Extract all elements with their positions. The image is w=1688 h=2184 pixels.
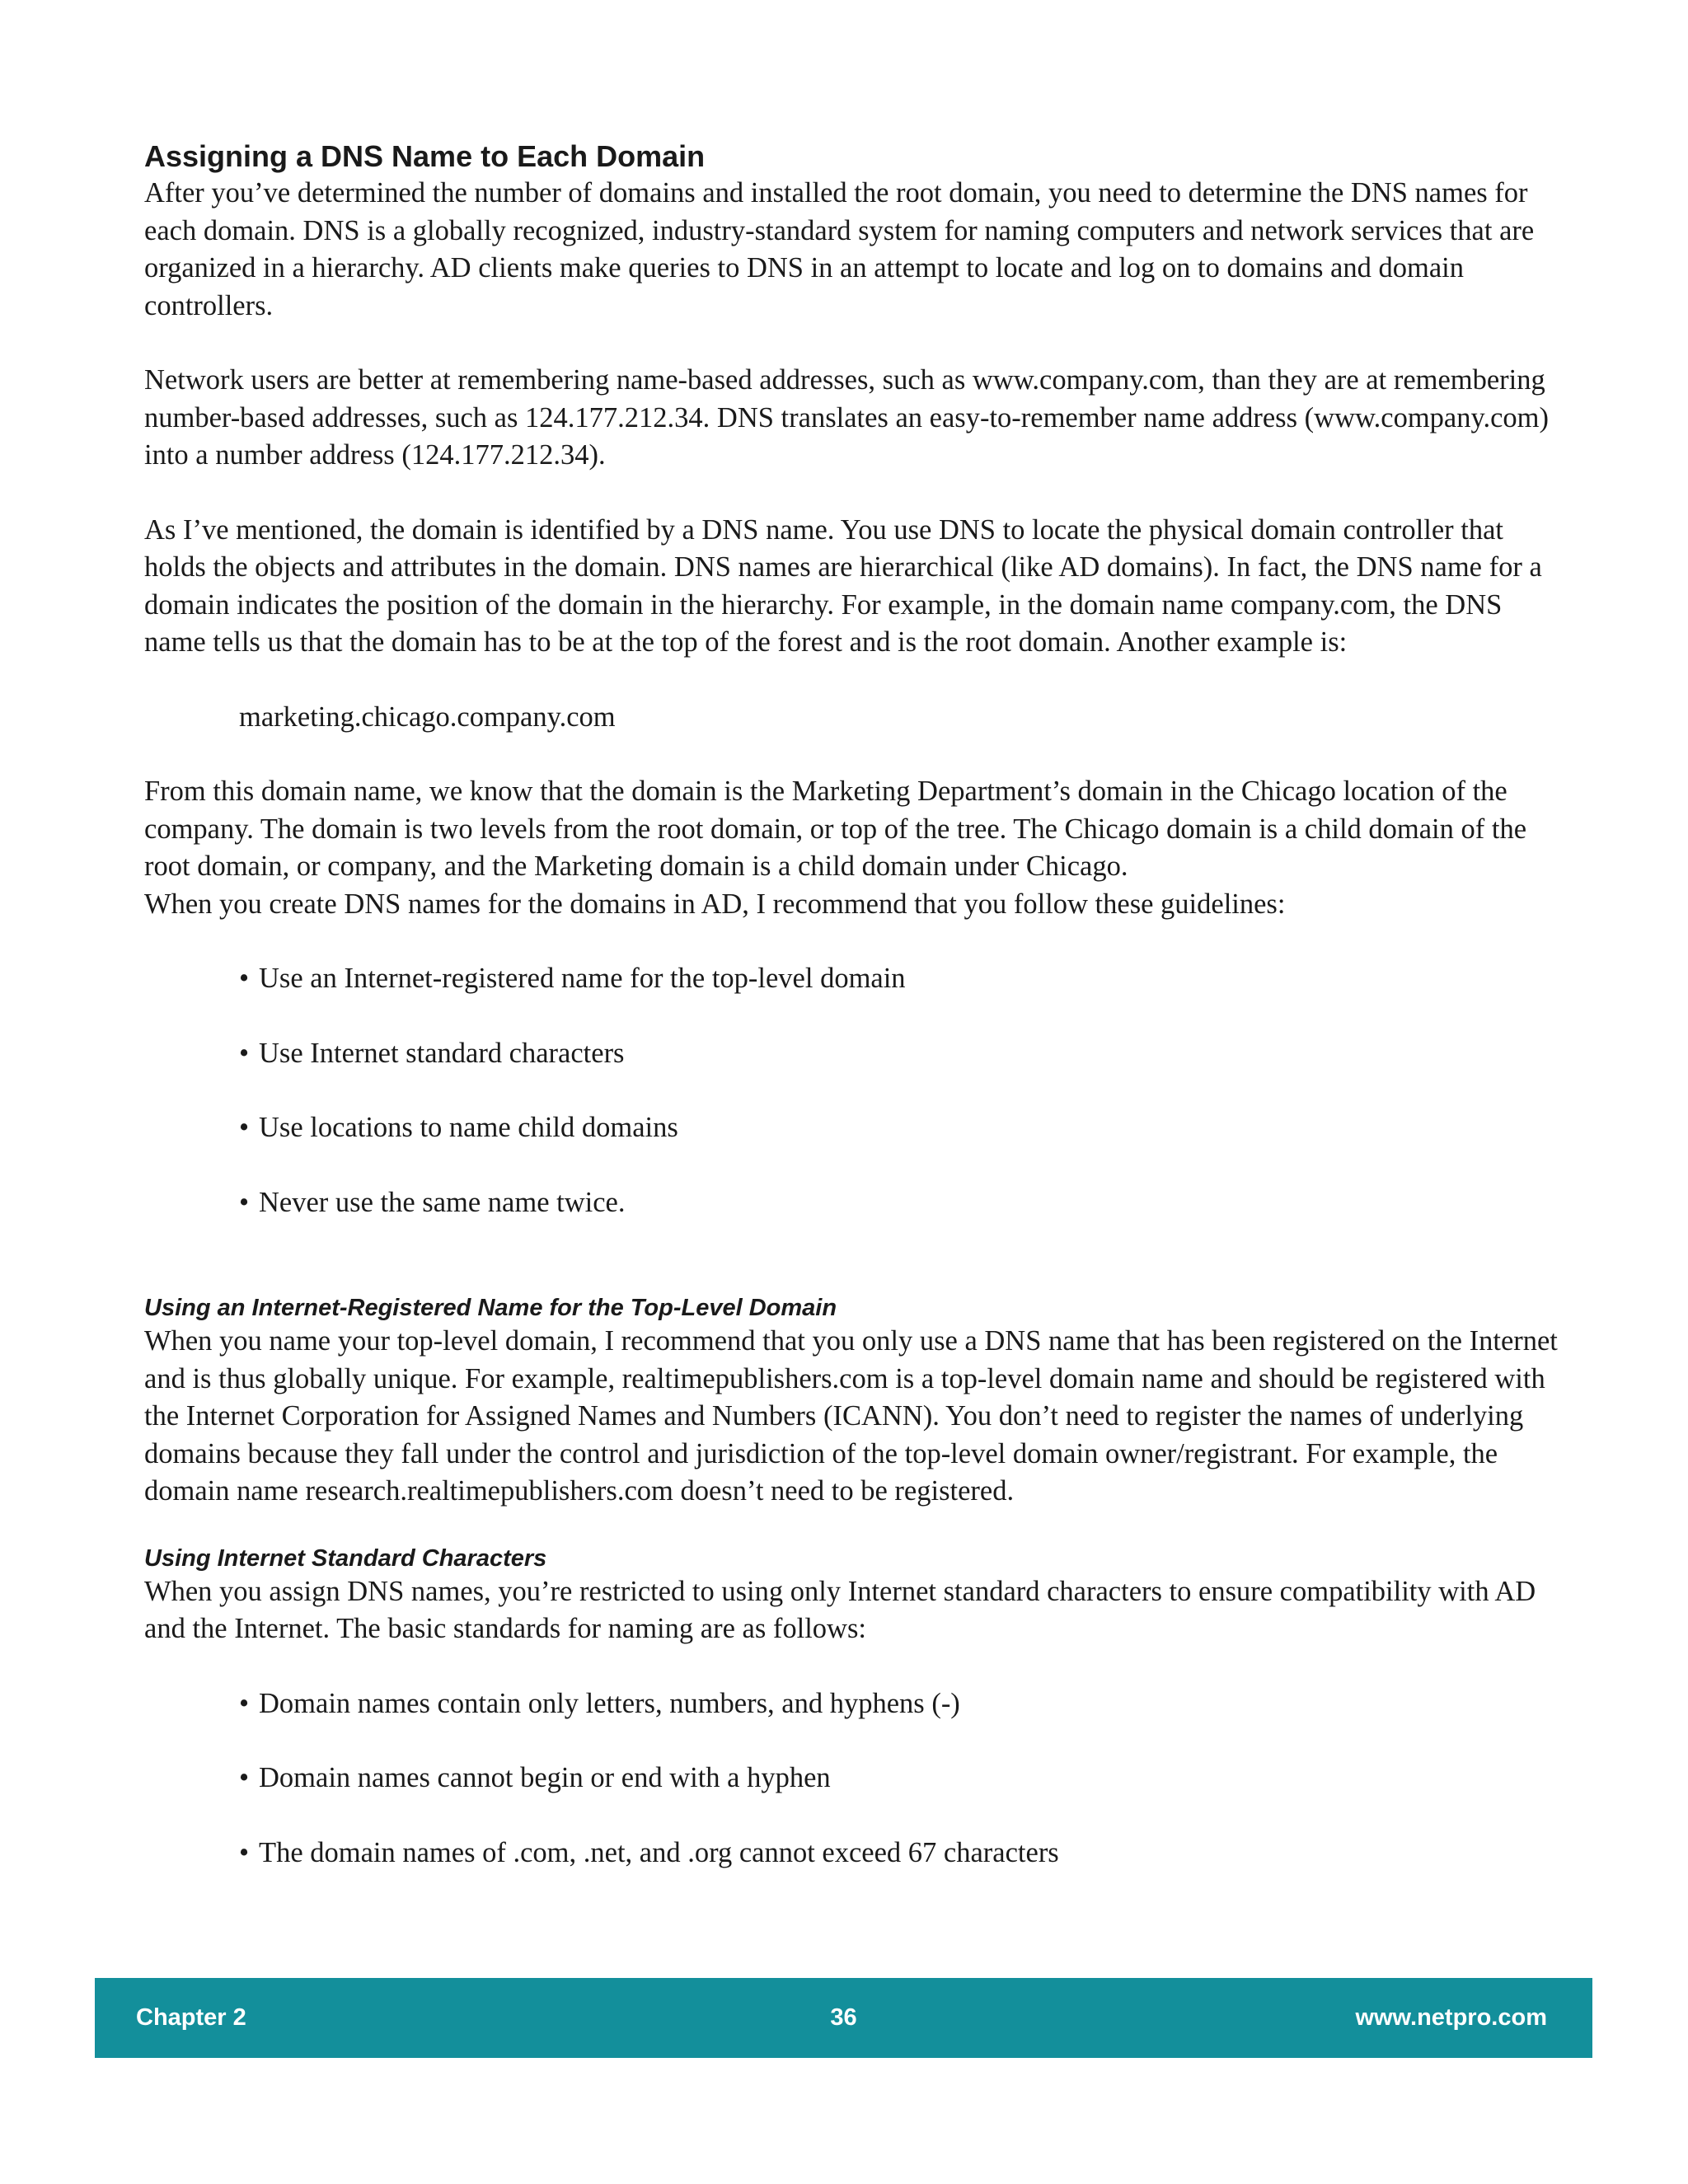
- bullet: •: [239, 963, 250, 994]
- list-item: [239, 1835, 1562, 1872]
- subsection-title: Using an Internet-Registered Name for the Top-Level Domain: [144, 1295, 837, 1321]
- list-item: [239, 1184, 1562, 1222]
- footer-chapter: Chapter 2: [136, 2004, 246, 2031]
- naming-rules-list: [144, 1685, 1562, 1872]
- paragraph: As I’ve mentioned, the domain is identified by a DNS name. You use DNS to locate the physical domain controller that holds the objects and attributes in the domain. DNS names are hierarchical (like AD domains). In fact, the DNS name for a domain indicates the position of the domain in the hierarchy. For example, in the domain name company.com, the DNS name tells us that the domain has to be at the top of the forest and is the root domain. Another example is:: [144, 513, 1542, 658]
- footer-page-number: 36: [830, 2004, 857, 2031]
- bullet: •: [239, 1112, 250, 1143]
- example-domain: marketing.chicago.company.com: [239, 701, 616, 733]
- page-footer: [95, 1978, 1592, 2058]
- paragraph: When you name your top-level domain, I recommend that you only use a DNS name that has been registered on the Internet and is thus globally unique. For example, realtimepublishers.com is a top-level domain name and should be registered with the Internet Corporation for Assigned Names and Numbers (ICANN). You don’t need to register the names of underlying domains because they fall under the control and jurisdiction of the top-level domain owner/registrant. For example, the domain name research.realtimepublishers.com doesn’t need to be registered.: [144, 1325, 1558, 1507]
- bullet: •: [239, 1687, 250, 1719]
- list-item: [239, 1685, 1562, 1723]
- subsection-title: Using Internet Standard Characters: [144, 1544, 547, 1572]
- guidelines-list: [144, 960, 1562, 1221]
- list-item: [239, 1760, 1562, 1797]
- bullet: •: [239, 1037, 250, 1069]
- guidelines-intro: When you create DNS names for the domains in AD, I recommend that you follow these guidelines:: [144, 888, 1286, 920]
- page-content: [144, 138, 1562, 1872]
- paragraph: After you’ve determined the number of domains and installed the root domain, you need to determine the DNS names for each domain. DNS is a globally recognized, industry-standard system for naming computers and network services that are organized in a hierarchy. AD clients make queries to DNS in an attempt to locate and log on to domains and domain controllers.: [144, 177, 1535, 321]
- list-item: [239, 1035, 1562, 1073]
- bullet: •: [239, 1836, 250, 1868]
- list-item-text: Use Internet standard characters: [259, 1037, 625, 1069]
- list-item-text: Never use the same name twice.: [259, 1186, 626, 1218]
- list-item: [239, 960, 1562, 998]
- section-title: Assigning a DNS Name to Each Domain: [144, 139, 706, 173]
- list-item-text: Use an Internet-registered name for the top-level domain: [259, 963, 906, 994]
- bullet: •: [239, 1762, 250, 1793]
- list-item-text: Domain names contain only letters, numbers, and hyphens (-): [259, 1687, 960, 1719]
- paragraph: Network users are better at remembering name-based addresses, such as www.company.com, than they are at remembering number-based addresses, such as 124.177.212.34. DNS translates an easy-to-remember name address (www.company.com) into a number address (124.177.212.34).: [144, 364, 1550, 471]
- footer-website-link[interactable]: www.netpro.com: [1355, 2004, 1547, 2031]
- list-item-text: The domain names of .com, .net, and .org cannot exceed 67 characters: [259, 1836, 1059, 1868]
- bullet: •: [239, 1186, 250, 1218]
- list-item-text: Domain names cannot begin or end with a hyphen: [259, 1762, 831, 1793]
- paragraph: When you assign DNS names, you’re restricted to using only Internet standard characters to ensure compatibility with AD and the Internet. The basic standards for naming are as follows:: [144, 1575, 1536, 1644]
- paragraph: From this domain name, we know that the domain is the Marketing Department’s domain in the Chicago location of the company. The domain is two levels from the root domain, or top of the tree. The Chicago domain is a child domain of the root domain, or company, and the Marketing domain is a child domain under Chicago.: [144, 776, 1527, 882]
- list-item-text: Use locations to name child domains: [259, 1112, 678, 1143]
- list-item: [239, 1109, 1562, 1147]
